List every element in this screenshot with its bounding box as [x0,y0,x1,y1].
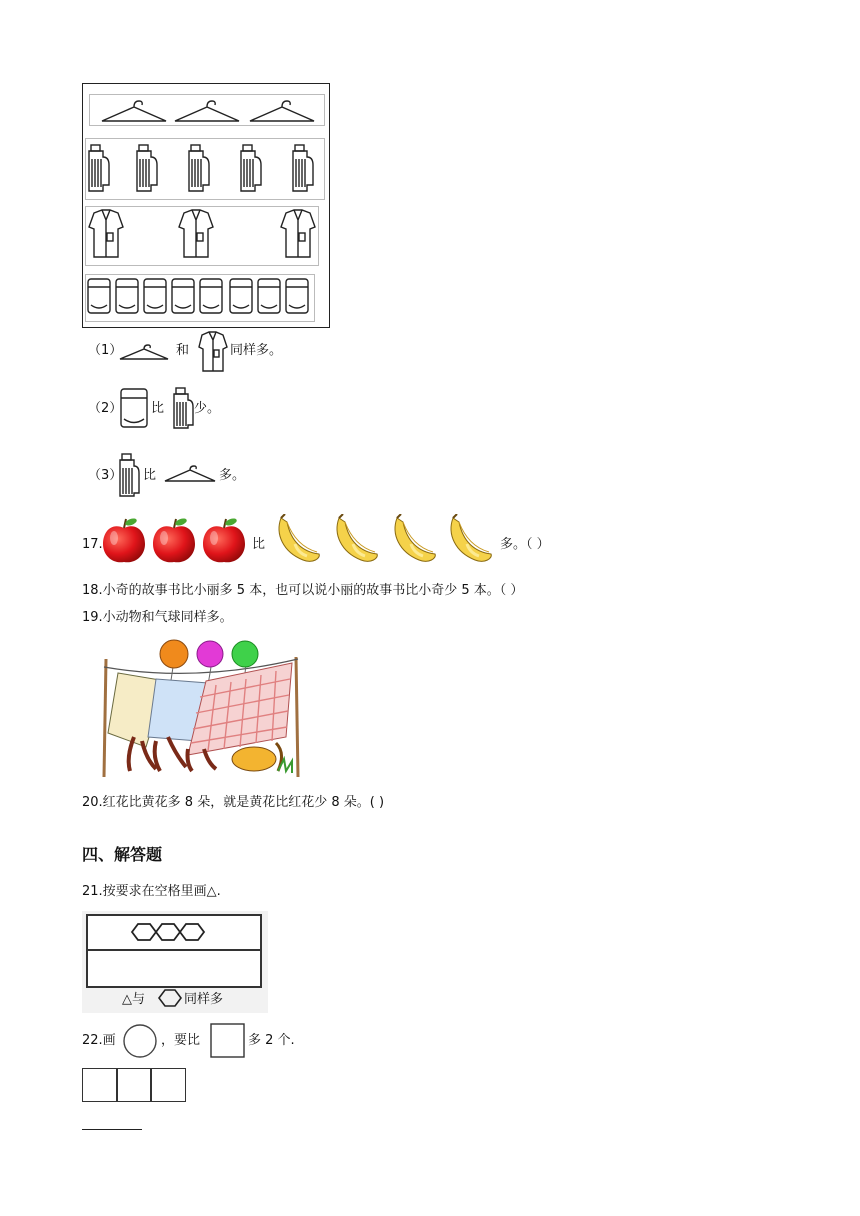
jacket-row [85,206,319,266]
q16-sub1-mid: 和 [176,343,190,358]
q22-text-b: ，要比 [161,1033,201,1048]
banana-icon [279,514,319,561]
q22-squares [82,1068,186,1102]
hexagon-icon [156,924,180,940]
square-box [82,1068,118,1102]
q16-sub2-mid: 比 [151,401,165,416]
cup-icon [88,279,110,313]
hanger-icon [175,101,239,121]
square-box [150,1068,186,1102]
q21-empty-row[interactable] [88,951,260,986]
q16-sub2-number: （2） [88,401,123,416]
q17-mid: 比 [252,537,266,552]
hanger-row-svg [90,95,324,125]
cup-icon [230,279,252,313]
q21-table [86,914,262,988]
answer-line[interactable] [82,1129,142,1130]
thermos-icon [171,386,195,430]
q16-sub3-tail: 多。 [219,468,246,483]
apple-icon [103,517,145,562]
apple-icon [203,517,245,562]
q21-caption-a: △与 [122,992,145,1007]
q16-sub1-tail: 同样多。 [230,343,283,358]
hanger-icon [163,463,217,485]
thermos-icon [293,145,313,191]
thermos-icon [241,145,261,191]
q21-figure [82,911,268,1013]
hexagon-row [88,916,260,951]
hexagon-icon [132,924,156,940]
jacket-icon [179,210,213,257]
circle-icon [122,1023,158,1059]
q20-text: 20.红花比黄花多 8 朵，就是黄花比红花少 8 朵。( ) [82,795,385,810]
q19-picture [96,637,308,779]
hanger-icon [118,343,170,363]
hanger-row [89,94,325,126]
thermos-row [85,138,325,200]
jacket-row-svg [86,207,318,265]
q22-text-c: 多 2 个. [248,1033,295,1048]
cup-icon [116,279,138,313]
hexagon-icon [180,924,204,940]
banana-icon [451,514,491,561]
thermos-icon [189,145,209,191]
cup-icon [286,279,308,313]
jacket-icon [281,210,315,257]
cup-icon [200,279,222,313]
thermos-row-svg [86,139,324,199]
cup-row [85,274,315,322]
q22-text-a: 22.画 [82,1033,116,1048]
q16-sub2-tail: 少。 [194,401,221,416]
q19-text: 19.小动物和气球同样多。 [82,610,233,625]
hexagon-row-svg [88,916,260,949]
cup-icon [144,279,166,313]
jacket-icon [89,210,123,257]
q16-sub3-mid: 比 [143,468,157,483]
q17-number: 17. [82,537,103,552]
q21-caption-b: 同样多 [184,992,224,1007]
cup-icon [119,386,149,430]
thermos-icon [89,145,109,191]
square-box [116,1068,152,1102]
thermos-icon [137,145,157,191]
banana-icon [337,514,377,561]
cup-row-svg [86,275,314,321]
cup-icon [258,279,280,313]
thermos-icon [117,452,141,498]
q17-tail: 多。（ ） [500,537,550,552]
hanger-icon [102,101,166,121]
hexagon-icon [156,987,184,1009]
banana-icon [395,514,435,561]
bananas-group [273,514,499,568]
cup-icon [172,279,194,313]
jacket-icon [196,330,230,374]
q16-sub1-number: （1） [88,343,123,358]
q18-text: 18.小奇的故事书比小丽多 5 本，也可以说小丽的故事书比小奇少 5 本。（ ） [82,583,524,598]
section-title: 四、解答题 [82,845,163,864]
q21-text: 21.按要求在空格里画△. [82,884,221,899]
square-icon [210,1023,246,1059]
apples-group [101,516,251,566]
q16-sub3-number: （3） [88,468,123,483]
hanger-icon [250,101,314,121]
apple-icon [153,517,195,562]
q16-figure [82,83,330,328]
